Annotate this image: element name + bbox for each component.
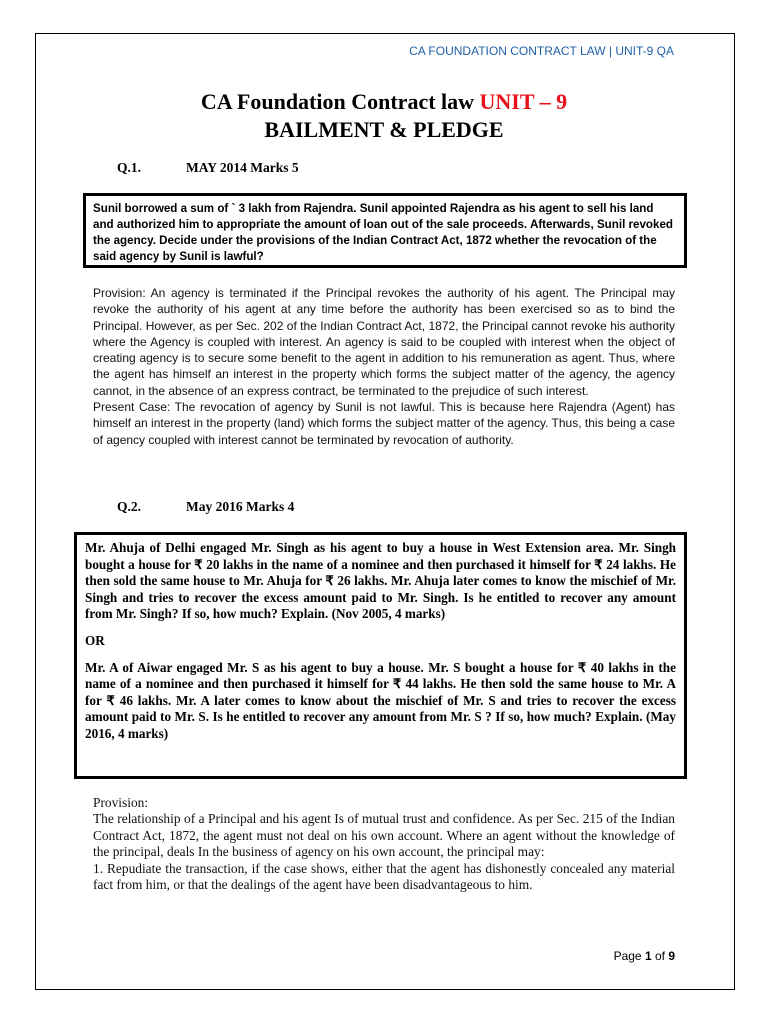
title-unit: UNIT – 9 xyxy=(479,89,568,114)
document-subtitle: BAILMENT & PLEDGE xyxy=(264,117,504,142)
q2-heading xyxy=(117,499,295,515)
page-label: Page xyxy=(613,949,645,963)
q2-meta: May 2016 Marks 4 xyxy=(186,499,295,514)
q1-provision: Provision: An agency is terminated if the Principal revokes the authority of his agent. The Principal may revoke the authority of his agent at any time before the authority has been exercised so as to bind the Principal. However, as per Sec. 202 of the Indian Contract Act, 1872, the Principal cannot revoke his authority where the Agency is coupled with interest. An agency is said to be coupled with interest when the object of creating agency is to secure some benefit to the agent in addition to his remuneration as agent. Thus, where the agent has himself an interest in the property which forms the subject matter of the agency, the agency cannot, in the absence of an express contract, be terminated to the prejudice of such interest. xyxy=(93,286,675,398)
q2-number: Q.2. xyxy=(117,499,142,514)
page-number xyxy=(614,949,675,963)
q2-or-label: OR xyxy=(85,632,105,648)
document-title xyxy=(0,89,768,115)
page-of-label: of xyxy=(651,949,669,963)
q2-provision-label: Provision: xyxy=(93,795,149,810)
q1-question-text: Sunil borrowed a sum of ` 3 lakh from Rajendra. Sunil appointed Rajendra as his agent to sell his land and authorized him to appropriate the amount of loan out of the sale proceeds. Afterwards, Sunil revoked the agency. Decide under the provisions of the Indian Contract Act, 1872 whether the revocation of the said agency by Sunil is lawful? xyxy=(93,202,673,263)
page-current: 1 xyxy=(644,949,652,963)
q1-answer xyxy=(93,285,675,448)
q1-present-case: Present Case: The revocation of agency by Sunil is not lawful. This is because here Rajendra (Agent) has himself an interest in the property (land) which forms the subject matter of the agency. Thus, this being a case of agency coupled with interest cannot be terminated by revocation of authority. xyxy=(93,400,675,447)
q2-question-box xyxy=(74,532,687,779)
running-header: CA FOUNDATION CONTRACT LAW | UNIT-9 QA xyxy=(409,44,674,58)
q2-question-a: Mr. Ahuja of Delhi engaged Mr. Singh as his agent to buy a house in West Extension area. Mr. Singh bought a house for ₹ 20 lakhs in the name of a nominee and then purchased it himself for ₹ 24 lakhs. He then sold the same house to Mr. Ahuja for ₹ 26 lakhs. Mr. Ahuja later comes to know the mischief of Mr. Singh and tries to recover the excess amount paid to Mr. Singh. Is he entitled to recover any amount from Mr. Singh? If so, how much? Explain. (Nov 2005, 4 marks) xyxy=(85,540,676,622)
page-total: 9 xyxy=(668,949,675,963)
q2-question-b: Mr. A of Aiwar engaged Mr. S as his agent to buy a house. Mr. S bought a house for ₹ 40 lakhs in the name of a nominee and then purchased it himself for ₹ 44 lakhs. He then sold the same house to Mr. A for ₹ 46 lakhs. Mr. A later comes to know about the mischief of Mr. S and tries to recover the excess amount paid to Mr. S. Is he entitled to recover any amount from Mr. S ? If so, how much? Explain. (May 2016, 4 marks) xyxy=(85,659,676,741)
q2-point-1: 1. Repudiate the transaction, if the case shows, either that the agent has dishonestly concealed any material fact from him, or that the dealings of the agent have been disadvantageous to him. xyxy=(93,860,675,893)
q2-answer xyxy=(93,795,675,893)
title-prefix: CA Foundation Contract law xyxy=(200,89,480,114)
q2-provision: The relationship of a Principal and his agent Is of mutual trust and confidence. As per Sec. 215 of the Indian Contract Act, 1872, the agent must not deal on his own account. Where an agent without the knowledge of the principal, deals In the business of agency on his own account, the principal may: xyxy=(93,811,675,860)
q1-meta: MAY 2014 Marks 5 xyxy=(186,160,299,175)
q1-question-box xyxy=(83,193,687,268)
q1-number: Q.1. xyxy=(117,160,142,175)
q1-heading xyxy=(117,160,299,176)
